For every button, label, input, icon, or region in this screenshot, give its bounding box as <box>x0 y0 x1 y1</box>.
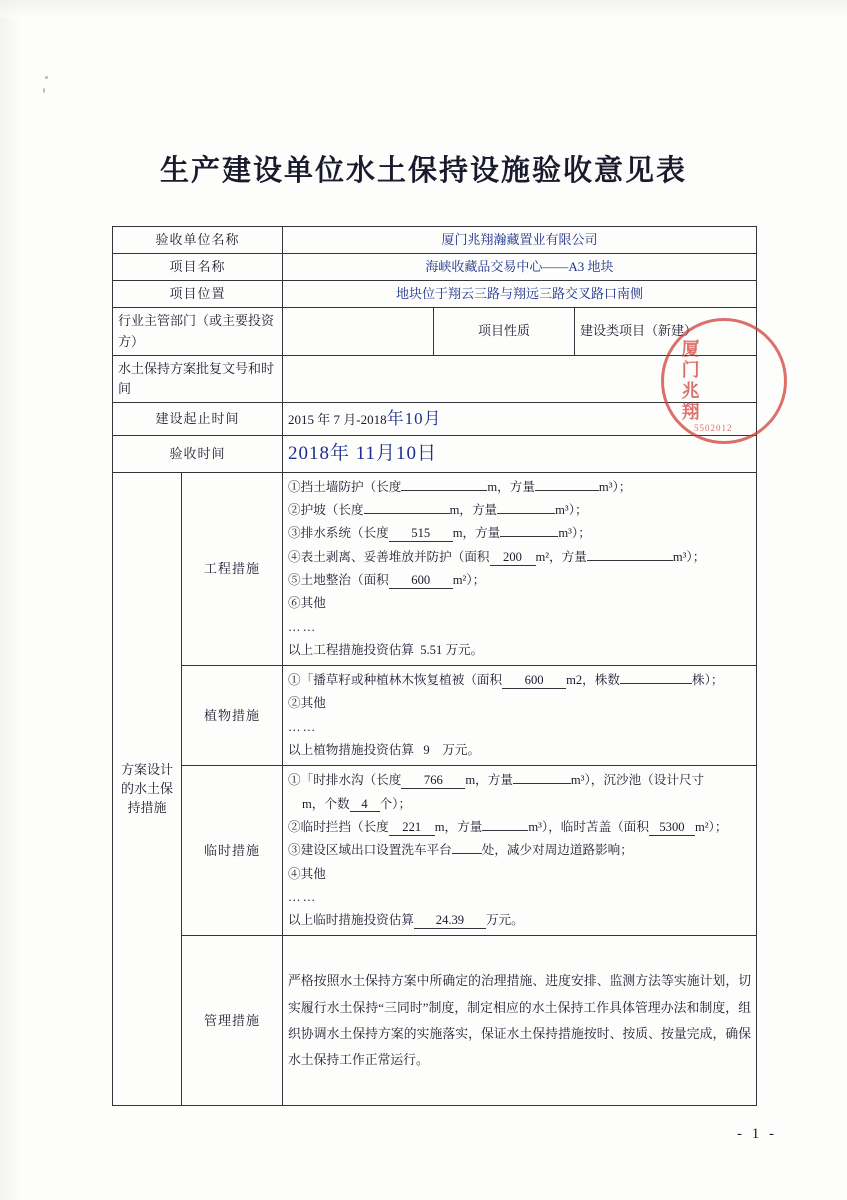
engineering-line-5-value-1: 600 <box>389 574 453 589</box>
engineering-line-2-suffix: m³）； <box>555 503 588 518</box>
temporary-line-1-c: m³），沉沙池（设计尺寸 <box>570 773 705 788</box>
engineering-line-2-prefix: ②护坡（长度 <box>288 503 364 518</box>
table-row-construction-period <box>113 402 757 435</box>
label-management-measures: 管理措施 <box>182 936 283 1106</box>
acceptance-time-handwritten: 2018年 11月10日 <box>288 443 438 465</box>
label-industry-authority: 行业主管部门（或主要投资方） <box>113 308 283 355</box>
plant-line-1-mid: m2，株数 <box>566 673 620 688</box>
temporary-line-2-value-2 <box>482 830 528 831</box>
temporary-total-value: 24.39 <box>414 914 486 929</box>
label-engineering-measures: 工程措施 <box>182 472 283 665</box>
temporary-line-1-value-3: 4 <box>350 798 380 813</box>
temporary-line-1-b: m，方量 <box>465 773 513 788</box>
table-row-engineering-measures <box>113 472 757 665</box>
temporary-line-3-b: 处，减少对周边道路影响； <box>481 843 633 858</box>
seal-number: 5502012 <box>694 423 733 433</box>
engineering-line-4 <box>288 546 751 569</box>
label-project-location: 项目位置 <box>113 281 283 308</box>
content-management-measures: 严格按照水土保持方案中所确定的治理措施、进度安排、监测方法等实施计划，切实履行水土保持“三同时”制度，制定相应的水土保持工作具体管理办法和制度，组织协调水土保持方案的实施落实，保证水土保持措施按时、按质、按量完成，确保水土保持工作正常运行。 <box>283 936 757 1106</box>
label-unit-name: 验收单位名称 <box>113 227 283 254</box>
label-plan-approval-doc: 水土保持方案批复文号和时间 <box>113 355 283 402</box>
engineering-line-5-mid: m²）； <box>452 572 486 587</box>
temporary-line-2-c: m³），临时苫盖（面积 <box>528 819 649 834</box>
value-acceptance-time <box>283 436 757 472</box>
page-title: 生产建设单位水土保持设施验收意见表 <box>159 155 687 187</box>
temporary-total-prefix: 以上临时措施投资估算 <box>288 913 414 928</box>
value-project-location: 地块位于翔云三路与翔远三路交叉路口南侧 <box>283 281 757 308</box>
temporary-line-1 <box>288 769 751 792</box>
temporary-line-3-value-1 <box>452 853 482 854</box>
table-row-management-measures <box>113 936 757 1106</box>
engineering-line-3 <box>288 522 751 545</box>
construction-period-printed: 2015 年 7 月-2018 <box>288 411 387 427</box>
plant-total <box>288 739 751 762</box>
engineering-line-4-value-1: 200 <box>490 551 536 566</box>
table-row-temporary-measures <box>113 766 757 936</box>
temporary-line-3-a: ③建设区域出口设置洗车平台 <box>288 843 452 858</box>
value-project-nature: 建设类项目（新建） <box>575 308 757 355</box>
temporary-line-2-value-1: 221 <box>389 821 435 836</box>
engineering-line-4-suffix: m³）； <box>672 549 706 564</box>
table-row-unit-name <box>113 227 757 254</box>
scan-speck <box>43 88 45 93</box>
label-plan-measures-section: 方案设计的水土保持措施 <box>113 472 182 1106</box>
plant-line-1-value-2 <box>620 683 692 684</box>
plant-line-1-prefix: ①「播草籽或种植林木恢复植被（面积 <box>288 673 503 688</box>
temporary-dots: …… <box>288 889 318 904</box>
engineering-line-1 <box>288 476 751 499</box>
engineering-line-1-mid: m，方量 <box>487 479 535 494</box>
engineering-line-5-prefix: ⑤土地整治（面积 <box>288 572 389 587</box>
temporary-line-2-d: m²）； <box>694 819 728 834</box>
engineering-line-3-mid: m，方量 <box>452 526 501 541</box>
plant-total-prefix: 以上植物措施投资估算 <box>288 743 414 758</box>
plant-total-suffix: 万元。 <box>442 743 481 758</box>
temporary-total <box>288 909 751 932</box>
temporary-line-1-value-2 <box>513 783 571 784</box>
label-temporary-measures: 临时措施 <box>182 766 283 936</box>
engineering-line-4-value-2 <box>587 560 673 561</box>
value-unit-name: 厦门兆翔瀚藏置业有限公司 <box>283 227 757 254</box>
table-row-acceptance-time <box>113 436 757 472</box>
engineering-line-2-mid: m，方量 <box>449 503 498 518</box>
engineering-line-4-prefix: ④表土剥离、妥善堆放并防护（面积 <box>288 549 490 564</box>
engineering-line-3-suffix: m³）； <box>558 526 591 541</box>
table-row-project-name <box>113 254 757 281</box>
acceptance-opinion-table <box>112 226 757 1106</box>
plant-total-value: 9 <box>423 743 430 758</box>
official-seal <box>661 318 787 444</box>
engineering-line-2-value-1 <box>364 513 450 514</box>
engineering-line-2 <box>288 499 751 522</box>
plant-line-1-value-1: 600 <box>502 674 566 689</box>
plant-line-1-suffix: 株）； <box>691 673 724 688</box>
scan-speck <box>45 76 48 79</box>
engineering-line-3-prefix: ③排水系统（长度 <box>288 526 389 541</box>
label-project-name: 项目名称 <box>113 254 283 281</box>
engineering-dots: …… <box>288 619 318 634</box>
value-industry-authority <box>283 308 434 355</box>
temporary-line-1-cont <box>288 793 751 816</box>
label-acceptance-time: 验收时间 <box>113 436 283 472</box>
temporary-total-suffix: 万元。 <box>485 913 524 928</box>
seal-clip <box>679 318 847 440</box>
content-engineering-measures <box>283 472 757 665</box>
table-row-project-location <box>113 281 757 308</box>
scan-edge-top <box>0 0 847 18</box>
table-row-plan-doc <box>113 355 757 402</box>
engineering-line-1-value-1 <box>401 490 487 491</box>
temporary-line-1-value-1: 766 <box>401 774 465 789</box>
temporary-line-2-a: ②临时拦挡（长度 <box>288 819 389 834</box>
plant-line-1 <box>288 669 751 692</box>
page-number: - 1 - <box>737 1126 777 1142</box>
seal-text: 厦门兆翔 <box>679 339 700 423</box>
engineering-line-1-suffix: m³）； <box>598 479 632 494</box>
temporary-line-1-a: ①「时排水沟（长度 <box>288 773 402 788</box>
engineering-line-3-value-2 <box>500 536 558 537</box>
temporary-line-4: ④其他 <box>288 866 326 881</box>
temporary-line-2-value-3: 5300 <box>649 821 695 836</box>
engineering-line-2-value-2 <box>497 513 555 514</box>
engineering-line-1-value-2 <box>535 490 599 491</box>
plant-dots: …… <box>288 719 318 734</box>
content-temporary-measures <box>283 766 757 936</box>
label-plant-measures: 植物措施 <box>182 666 283 766</box>
temporary-line-3 <box>288 839 751 862</box>
temporary-line-1-e: 个）； <box>379 796 412 811</box>
content-plant-measures <box>283 666 757 766</box>
plant-line-2: ②其他 <box>288 696 326 711</box>
temporary-line-1-d: m，个数 <box>302 796 350 811</box>
engineering-total <box>288 639 751 662</box>
label-project-nature: 项目性质 <box>434 308 575 355</box>
construction-period-handwritten: 年10月 <box>386 408 442 428</box>
engineering-line-5 <box>288 569 751 592</box>
engineering-line-1-prefix: ①挡土墙防护（长度 <box>288 479 402 494</box>
temporary-line-2-b: m，方量 <box>434 819 483 834</box>
value-project-name: 海峡收藏品交易中心——A3 地块 <box>283 254 757 281</box>
table-row-plant-measures <box>113 666 757 766</box>
temporary-line-2 <box>288 816 751 839</box>
engineering-line-6: ⑥其他 <box>288 596 326 611</box>
label-construction-period: 建设起止时间 <box>113 402 283 435</box>
table-row-industry <box>113 308 757 355</box>
engineering-line-3-value-1: 515 <box>389 527 453 542</box>
engineering-total-suffix: 万元。 <box>445 642 484 657</box>
engineering-total-value: 5.51 <box>420 642 443 657</box>
engineering-total-prefix: 以上工程措施投资估算 <box>288 642 414 657</box>
engineering-line-4-mid: m²，方量 <box>535 549 587 564</box>
